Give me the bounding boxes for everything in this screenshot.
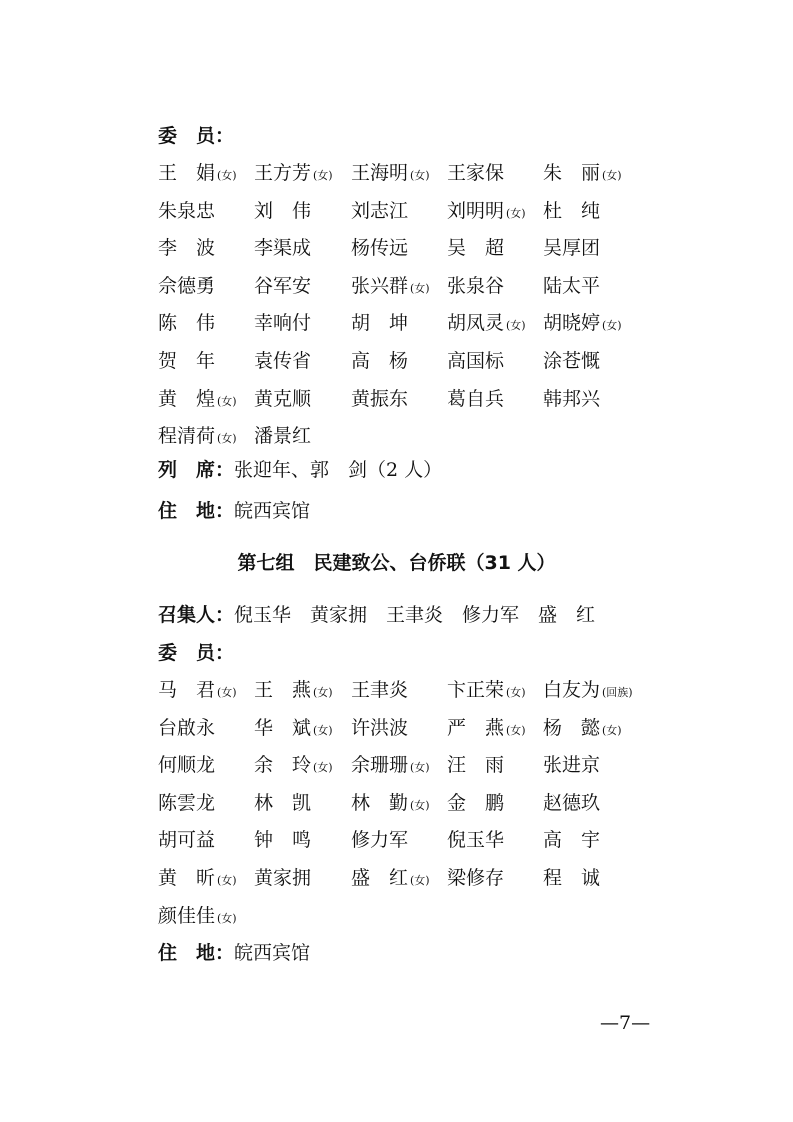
member-name: 王 娟 [158, 162, 216, 184]
member-entry [351, 271, 430, 304]
member-entry [351, 863, 430, 896]
member-entry [447, 675, 526, 708]
member-entry [254, 421, 311, 451]
member-entry [447, 271, 504, 301]
member-name: 张进京 [543, 754, 601, 777]
member-name: 王聿炎 [351, 679, 409, 701]
member-tag: (女) [217, 394, 237, 408]
lodging-text: 皖西宾馆 [234, 942, 311, 964]
member-name: 梁修存 [447, 867, 505, 889]
member-name: 卞正荣 [447, 679, 505, 701]
member-entry [254, 196, 311, 226]
member-entry [447, 825, 504, 855]
member-name: 黄振东 [351, 387, 409, 410]
member-name: 何顺龙 [158, 754, 216, 777]
member-name: 刘 伟 [254, 199, 312, 222]
member-entry [254, 750, 333, 783]
member-name: 程 诚 [543, 867, 601, 889]
member-tag: (女) [217, 911, 237, 925]
member-name: 林 勤 [351, 791, 409, 814]
member-entry [254, 384, 311, 414]
member-entry [254, 863, 311, 893]
member-name: 幸响付 [254, 312, 312, 335]
member-entry [543, 158, 622, 191]
member-tag: (女) [313, 723, 333, 737]
member-entry [254, 675, 333, 708]
member-tag: (女) [313, 761, 333, 775]
member-entry [351, 233, 408, 263]
member-tag: (女) [217, 169, 237, 182]
member-entry [254, 713, 333, 746]
member-name: 王家保 [447, 162, 505, 184]
member-entry [543, 750, 600, 780]
member-name: 盛 红 [351, 867, 409, 889]
member-name: 高国标 [447, 350, 505, 372]
member-tag: (女) [506, 686, 526, 699]
member-entry [543, 346, 600, 376]
member-name: 王方芳 [254, 162, 312, 184]
member-name: 陈 伟 [158, 312, 216, 335]
member-entry [158, 788, 215, 818]
attendees-text: 张迎年、郭 剑（2 人） [234, 459, 443, 481]
member-name: 余珊珊 [351, 754, 409, 777]
member-entry [158, 675, 237, 708]
member-entry [351, 346, 408, 376]
member-name: 台啟永 [158, 716, 216, 739]
member-entry [447, 308, 526, 341]
member-entry [254, 308, 311, 338]
member-name: 马 君 [158, 679, 216, 701]
member-tag: (女) [506, 206, 526, 220]
member-entry [447, 384, 504, 414]
member-entry [351, 675, 408, 705]
member-tag: (回族) [602, 686, 633, 699]
member-name: 李渠成 [254, 237, 312, 260]
member-name: 贺 年 [158, 350, 216, 372]
member-name: 谷军安 [254, 274, 312, 297]
members-line-s6 [158, 121, 234, 151]
members-label: 委 员： [158, 125, 235, 147]
member-entry [254, 346, 311, 376]
member-name: 白友为 [543, 679, 601, 701]
member-name: 朱 丽 [543, 162, 601, 184]
member-entry [447, 158, 504, 188]
lodging-label: 住 地： [158, 942, 235, 964]
member-name: 华 斌 [254, 716, 312, 739]
member-entry [543, 308, 622, 341]
group-heading: 第七组 民建致公、台侨联（31 人） [237, 552, 556, 574]
member-name: 杨 懿 [543, 716, 601, 739]
member-name: 吴 超 [447, 237, 505, 260]
member-name: 张泉谷 [447, 274, 505, 297]
member-entry [543, 675, 633, 708]
member-name: 钟 鸣 [254, 829, 312, 852]
member-name: 严 燕 [447, 716, 505, 739]
member-name: 胡凤灵 [447, 312, 505, 335]
member-entry [158, 901, 237, 934]
member-entry [158, 863, 237, 896]
member-entry [543, 788, 600, 818]
lodging-line-s7 [158, 938, 310, 968]
lodging-label: 住 地： [158, 500, 235, 522]
member-tag: (女) [506, 723, 526, 737]
member-entry [543, 233, 600, 263]
member-name: 林 凯 [254, 791, 312, 814]
member-entry [447, 788, 504, 818]
members-line-s7 [158, 638, 234, 668]
member-name: 王 燕 [254, 679, 312, 701]
member-entry [447, 196, 526, 229]
member-name: 杨传远 [351, 237, 409, 260]
member-entry [351, 750, 430, 783]
member-name: 许洪波 [351, 716, 409, 739]
member-name: 李 波 [158, 237, 216, 260]
member-name: 胡可益 [158, 829, 216, 852]
member-name: 葛自兵 [447, 387, 505, 410]
member-entry [158, 750, 215, 780]
member-tag: (女) [602, 319, 622, 333]
member-name: 袁传省 [254, 350, 312, 372]
member-name: 高 杨 [351, 350, 409, 372]
member-name: 黄家拥 [254, 867, 312, 889]
member-name: 余 玲 [254, 754, 312, 777]
convener-text: 倪玉华 黄家拥 王聿炎 修力军 盛 红 [234, 604, 596, 626]
member-entry [543, 863, 600, 893]
member-entry [447, 863, 504, 893]
member-name: 陆太平 [543, 274, 601, 297]
member-name: 杜 纯 [543, 199, 601, 222]
member-entry [543, 196, 600, 226]
member-tag: (女) [217, 686, 237, 699]
member-name: 倪玉华 [447, 829, 505, 852]
member-tag: (女) [313, 169, 333, 182]
member-name: 修力军 [351, 829, 409, 852]
member-entry [254, 233, 311, 263]
member-entry [254, 271, 311, 301]
member-entry [254, 788, 311, 818]
member-tag: (女) [410, 281, 430, 295]
member-name: 佘德勇 [158, 274, 216, 297]
member-name: 黄 昕 [158, 867, 216, 889]
member-entry [158, 384, 237, 417]
member-entry [158, 233, 215, 263]
member-entry [158, 158, 237, 191]
member-entry [158, 196, 215, 226]
attendees-label: 列 席： [158, 459, 235, 481]
member-tag: (女) [313, 686, 333, 699]
member-entry [351, 713, 408, 743]
member-tag: (女) [217, 432, 237, 446]
member-entry [543, 271, 600, 301]
member-tag: (女) [217, 874, 237, 887]
member-name: 高 宇 [543, 829, 601, 852]
member-tag: (女) [602, 169, 622, 182]
member-entry [158, 308, 215, 338]
member-name: 胡 坤 [351, 312, 409, 335]
lodging-text: 皖西宾馆 [234, 500, 311, 522]
member-name: 王海明 [351, 162, 409, 184]
member-entry [447, 346, 504, 376]
member-name: 胡晓婷 [543, 312, 601, 335]
member-entry [543, 384, 600, 414]
member-entry [447, 713, 526, 746]
member-tag: (女) [506, 319, 526, 333]
member-entry [543, 713, 622, 746]
attendees-line [158, 455, 442, 485]
member-entry [543, 825, 600, 855]
member-tag: (女) [410, 874, 430, 887]
member-entry [254, 158, 333, 191]
member-entry [158, 825, 215, 855]
lodging-line-s6 [158, 496, 310, 526]
member-name: 韩邦兴 [543, 387, 601, 410]
member-entry [447, 233, 504, 263]
member-entry [351, 384, 408, 414]
member-name: 朱泉忠 [158, 199, 216, 222]
member-name: 张兴群 [351, 274, 409, 297]
member-name: 刘志江 [351, 199, 409, 222]
member-entry [351, 308, 408, 338]
member-entry [254, 825, 311, 855]
page-number: —7— [600, 1012, 651, 1034]
member-name: 吴厚团 [543, 237, 601, 260]
member-tag: (女) [410, 761, 430, 775]
member-entry [158, 421, 237, 454]
member-name: 颜佳佳 [158, 904, 216, 927]
member-entry [447, 750, 504, 780]
member-name: 赵德玖 [543, 791, 601, 814]
member-name: 金 鹏 [447, 791, 505, 814]
member-entry [351, 788, 430, 821]
convener-label: 召集人： [158, 604, 235, 626]
member-name: 黄克顺 [254, 387, 312, 410]
member-name: 程清荷 [158, 425, 216, 448]
member-name: 潘景红 [254, 425, 312, 448]
member-name: 黄 煌 [158, 387, 216, 410]
member-name: 汪 雨 [447, 754, 505, 777]
member-name: 陈雲龙 [158, 791, 216, 814]
member-entry [351, 196, 408, 226]
member-name: 刘明明 [447, 199, 505, 222]
member-tag: (女) [410, 169, 430, 182]
member-entry [158, 346, 215, 376]
member-name: 涂苍慨 [543, 350, 601, 372]
member-tag: (女) [410, 798, 430, 812]
member-tag: (女) [602, 723, 622, 737]
member-entry [351, 825, 408, 855]
member-entry [158, 713, 215, 743]
convener-line [158, 600, 595, 630]
members-label: 委 员： [158, 642, 235, 664]
member-entry [351, 158, 430, 191]
member-entry [158, 271, 215, 301]
